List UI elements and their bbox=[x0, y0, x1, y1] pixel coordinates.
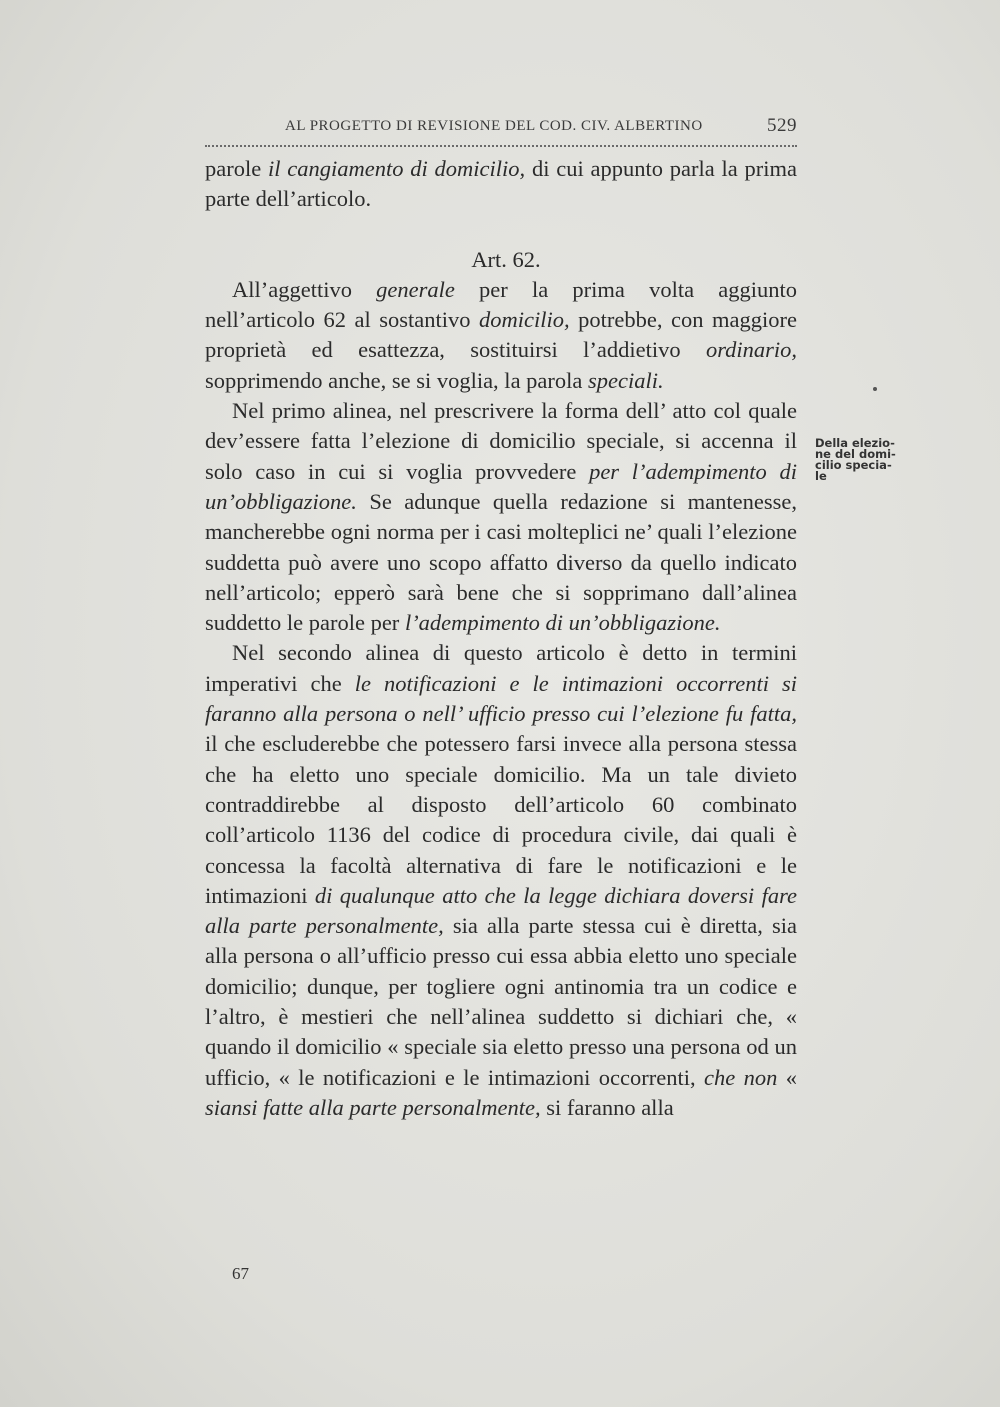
margin-note bbox=[815, 438, 925, 482]
running-title: AL PROGETTO DI REVISIONE DEL COD. CIV. ALBERTINO bbox=[285, 118, 703, 134]
text-run: parole bbox=[205, 156, 268, 181]
italic-run: di qualunque atto che la legge dichiara doversi fare alla parte personalmente, bbox=[205, 882, 797, 939]
italic-run: il cangiamento di domicilio, bbox=[268, 156, 526, 181]
italic-run: siansi fatte alla parte personalmente, bbox=[205, 1094, 541, 1120]
text-run: Nel primo alinea, nel prescrivere la forma dell’ atto col quale dev’essere fatta l’elezione di domicilio speciale, si accenna il solo caso in cui si voglia provvedere bbox=[205, 398, 797, 484]
text-run: di cui appunto parla la prima parte dell’articolo. bbox=[205, 156, 798, 212]
margin-note-line: Della elezio- bbox=[815, 436, 895, 450]
margin-note-line: cilio specia- bbox=[815, 458, 892, 472]
text-run: si faranno alla bbox=[540, 1094, 674, 1120]
article-heading: Art. 62. bbox=[471, 246, 541, 272]
italic-run: le notificazioni e le intimazioni occorrenti si faranno alla persona o nell’ ufficio presso cui l’elezione fu fatta, bbox=[205, 670, 797, 727]
page-number: 529 bbox=[767, 115, 797, 136]
margin-note-line: ne del domi- bbox=[815, 447, 896, 461]
margin-note-line: le bbox=[815, 469, 827, 483]
spacer bbox=[205, 215, 797, 245]
signature-mark: 67 bbox=[232, 1264, 249, 1283]
text-run: sia alla parte stessa cui è diretta, sia alla persona o all’ufficio presso cui essa abbia eletto uno speciale domicilio; dunque, per togliere ogni antinomia tra un codice e l’altro, è mestieri che nell’alinea suddetto si dichiari che, « quando il domicilio « speciale sia eletto presso una persona od un ufficio, « le notificazioni e le intimazioni occorrenti, bbox=[205, 913, 797, 1090]
text-run: il che escluderebbe che potessero farsi invece alla persona stessa che ha eletto uno speciale domicilio. Ma un tale divieto contraddirebbe al disposto dell’articolo 60 combinato coll’articolo 1136 del codice di procedura civile, dai quali è concessa la facoltà alternativa di fare le notificazioni e le intimazioni bbox=[205, 731, 797, 908]
italic-run: per l’adempimento di un’obbligazione. bbox=[205, 458, 797, 514]
italic-run: che non bbox=[704, 1064, 778, 1090]
italic-run: speciali. bbox=[588, 367, 664, 393]
body-text bbox=[205, 154, 797, 1123]
italic-run: generale bbox=[376, 276, 455, 302]
italic-run: l’adempimento di un’obbligazione. bbox=[404, 610, 721, 636]
stray-mark bbox=[873, 387, 877, 391]
paragraph-secondo-alinea bbox=[205, 638, 797, 1123]
text-run: sopprimendo anche, se si voglia, la parola bbox=[205, 367, 589, 393]
text-run: per la prima volta aggiunto nell’articolo 62 al sostantivo bbox=[205, 276, 797, 333]
text-run: All’aggettivo bbox=[232, 276, 377, 302]
header-rule bbox=[205, 145, 797, 147]
text-run: Nel secondo alinea di questo articolo è detto in termini imperativi che bbox=[205, 640, 797, 696]
paragraph-continuation bbox=[205, 154, 797, 215]
paragraph-primo-alinea bbox=[205, 396, 797, 638]
italic-run: ordinario, bbox=[705, 337, 797, 363]
italic-run: domicilio, bbox=[479, 307, 570, 333]
text-run: potrebbe, con maggiore proprietà ed esattezza, sostituirsi l’addietivo bbox=[205, 307, 797, 363]
paragraph-art62 bbox=[205, 275, 797, 396]
text-run: « bbox=[777, 1064, 797, 1090]
text-run: Se adunque quella redazione si mantenesse, mancherebbe ogni norma per i casi molteplici ne’ quali l’elezione suddetta può avere uno scopo affatto diverso da quello indicato nell’articolo; epperò sarà bene che si sopprimano dall’alinea suddetto le parole per bbox=[205, 488, 797, 636]
